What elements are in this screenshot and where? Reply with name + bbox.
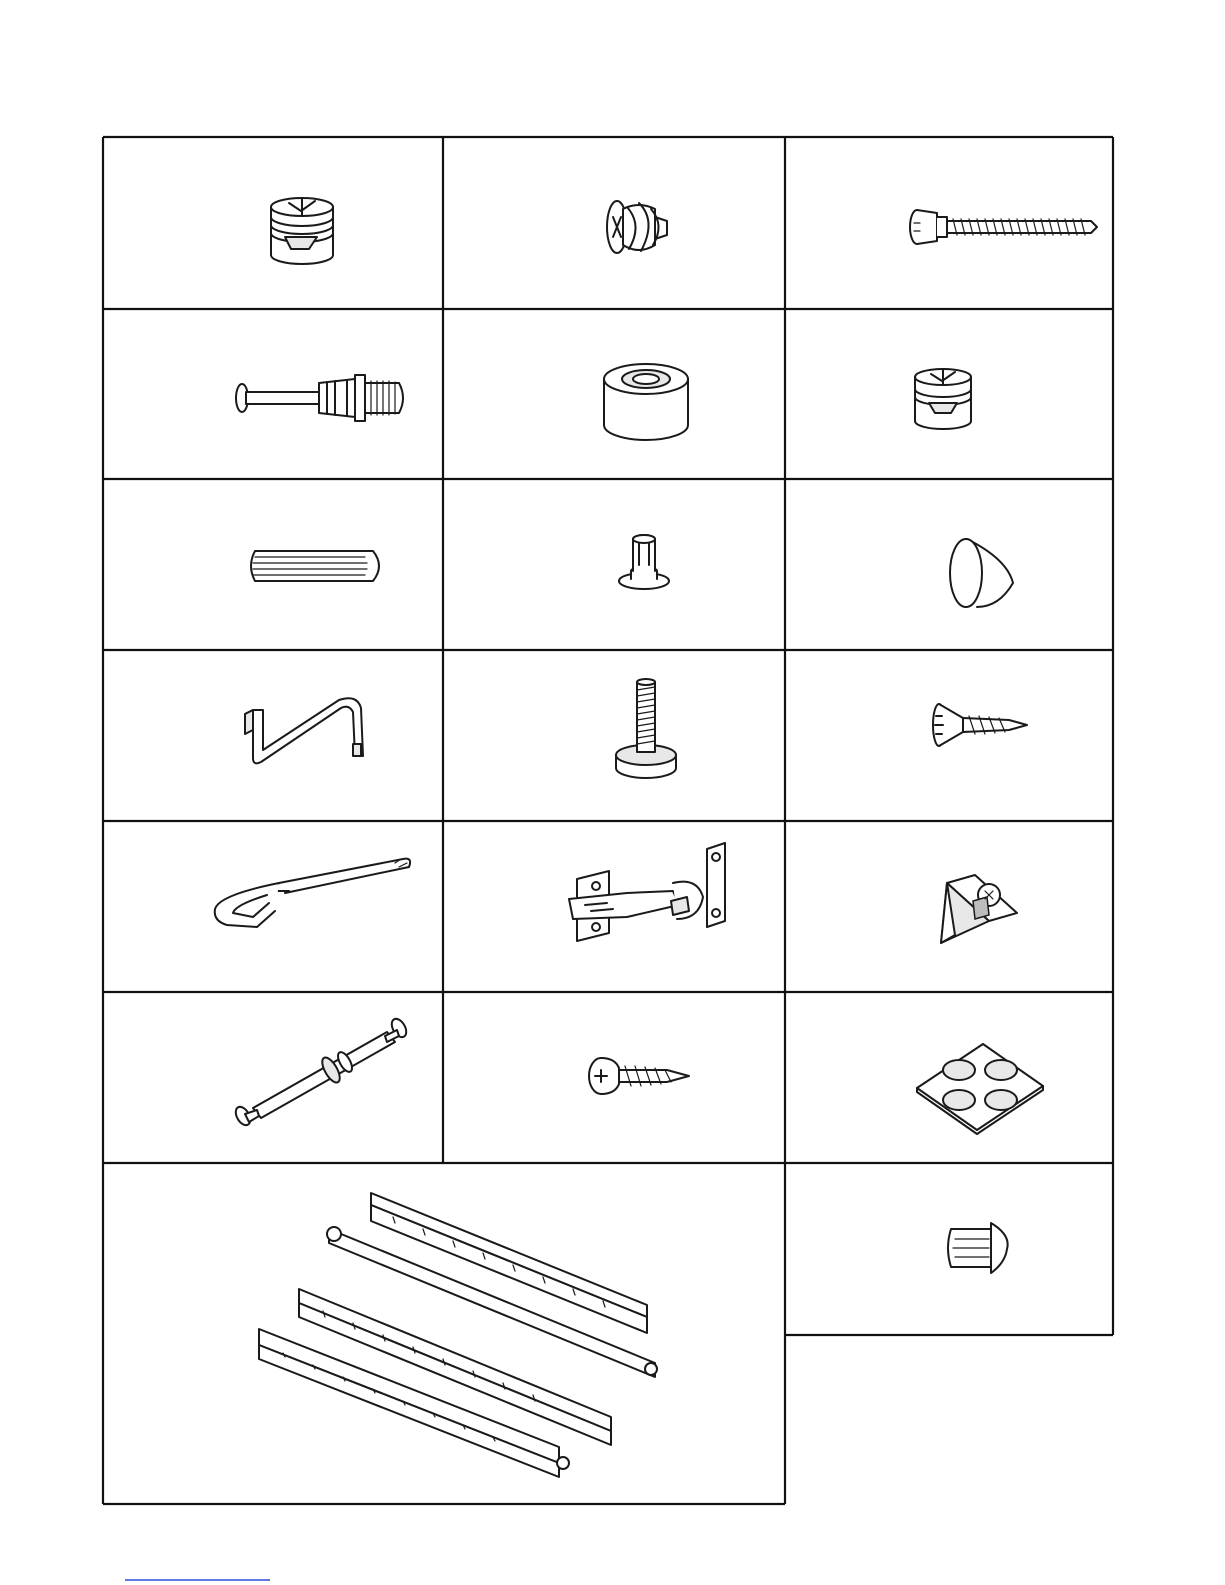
wooden-dowel-icon bbox=[103, 479, 443, 650]
shelf-support-icon bbox=[443, 479, 785, 650]
wooden-dowel-cell bbox=[103, 479, 443, 650]
cam-tool-icon bbox=[103, 821, 443, 992]
cam-tool-cell bbox=[103, 821, 443, 992]
shelf-support-peg-cell bbox=[443, 479, 785, 650]
pan-head-screw-icon bbox=[443, 992, 785, 1163]
connector-pin-icon bbox=[103, 992, 443, 1163]
drywall-anchor-icon bbox=[443, 137, 785, 309]
cam-lock-icon bbox=[103, 137, 443, 309]
plug-insert-icon bbox=[785, 1163, 1113, 1335]
leveling-foot-cell bbox=[443, 650, 785, 821]
connector-bolt-insert-cell bbox=[103, 309, 443, 479]
pan-head-screw-cell bbox=[443, 992, 785, 1163]
corner-bracket-icon bbox=[785, 821, 1113, 992]
spacer-ring-cell bbox=[443, 309, 785, 479]
spacer-ring-icon bbox=[443, 309, 785, 479]
felt-pad-sheet-cell bbox=[785, 992, 1113, 1163]
flat-head-screw-icon bbox=[785, 650, 1113, 821]
drawer-slides-cell bbox=[103, 1163, 785, 1504]
felt-pads-icon bbox=[785, 992, 1113, 1163]
corner-bracket-cell bbox=[785, 821, 1113, 992]
connector-bolt-icon bbox=[103, 309, 443, 479]
allen-key-cell bbox=[103, 650, 443, 821]
cam-lock-large-cell bbox=[103, 137, 443, 309]
plastic-plug-cell bbox=[785, 1163, 1113, 1335]
cam-lock-icon bbox=[785, 309, 1113, 479]
drywall-anchor-cell bbox=[443, 137, 785, 309]
leveling-foot-icon bbox=[443, 650, 785, 821]
flat-head-screw-cell bbox=[785, 650, 1113, 821]
drawer-slide-icon bbox=[103, 1163, 785, 1504]
cam-bolt-icon bbox=[785, 137, 1113, 309]
screw-cover-cap-cell bbox=[785, 479, 1113, 650]
screw-cap-icon bbox=[785, 479, 1113, 650]
cam-bolt-long-cell bbox=[785, 137, 1113, 309]
cam-lock-small-cell bbox=[785, 309, 1113, 479]
double-ended-connector-cell bbox=[103, 992, 443, 1163]
allen-key-icon bbox=[103, 650, 443, 821]
hinge-icon bbox=[443, 821, 785, 992]
cabinet-hinge-cell bbox=[443, 821, 785, 992]
